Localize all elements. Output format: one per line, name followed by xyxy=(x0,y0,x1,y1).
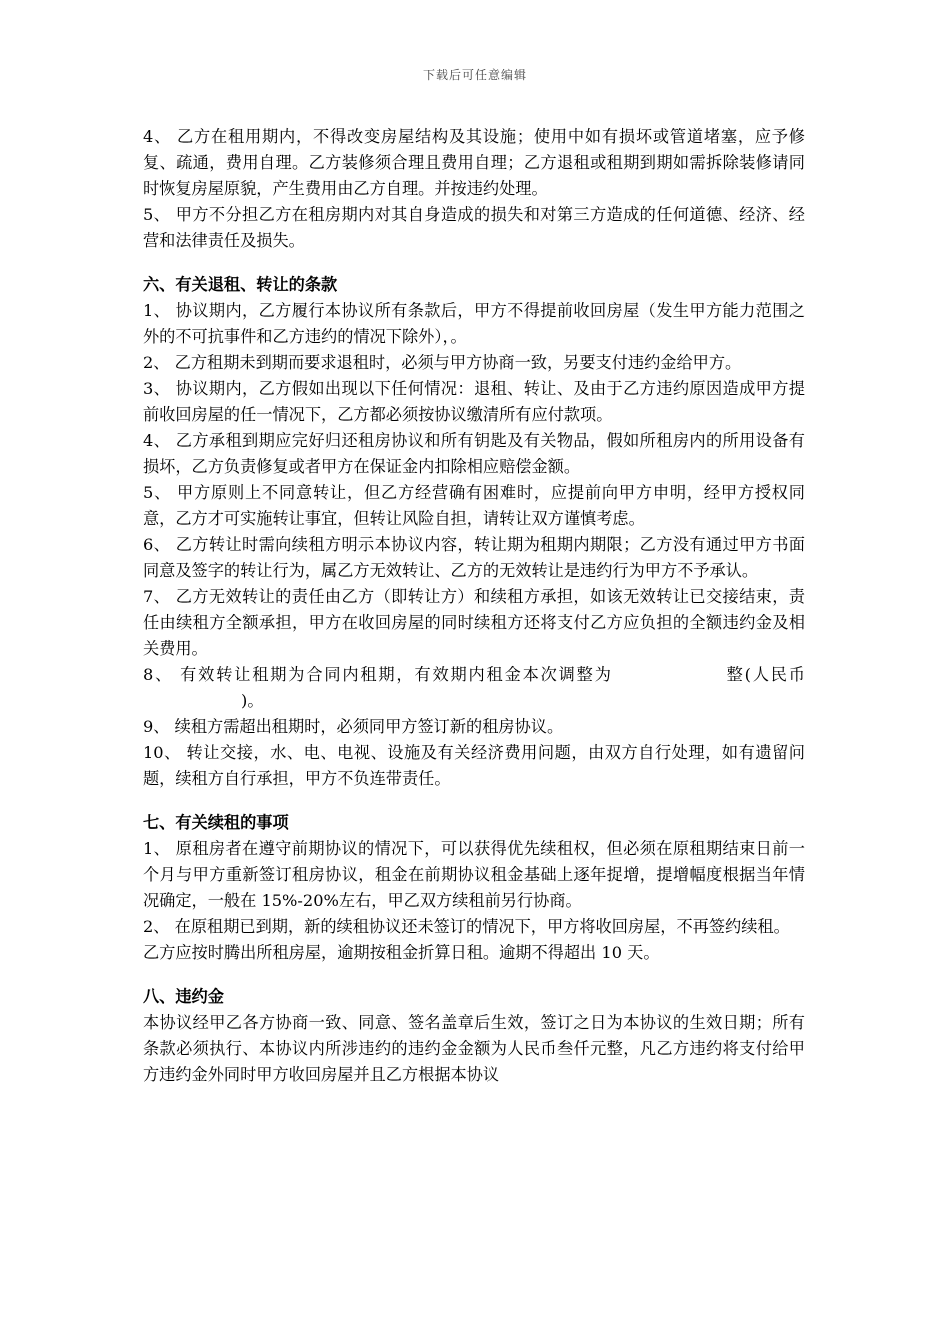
clause-4: 4、 乙方在租用期内，不得改变房屋结构及其设施；使用中如有损坏或管道堵塞，应予修复、疏通，费用自理。乙方装修须合理且费用自理；乙方退租或租期到期如需拆除装修请同时恢复房屋原貌，产生费用由乙方自理。并按违约处理。 xyxy=(143,127,805,198)
section-6-item-3: 3、 协议期内，乙方假如出现以下任何情况：退租、转让、及由于乙方违约原因造成甲方提前收回房屋的任一情况下，乙方都必须按协议缴清所有应付款项。 xyxy=(143,379,805,424)
spacer xyxy=(143,254,805,272)
section-6-item-5: 5、 甲方原则上不同意转让，但乙方经营确有困难时，应提前向甲方申明，经甲方授权同意，乙方才可实施转让事宜，但转让风险自担，请转让双方谨慎考虑。 xyxy=(143,483,805,528)
section-7-note: 乙方应按时腾出所租房屋，逾期按租金折算日租。逾期不得超出 10 天。 xyxy=(143,943,660,962)
section-6-item-4: 4、 乙方承租到期应完好归还租房协议和所有钥匙及有关物品，假如所租房内的所用设备有损坏，乙方负责修复或者甲方在保证金内扣除相应赔偿金额。 xyxy=(143,431,805,476)
section-6-item-8-text-b: 整(人民币 xyxy=(724,665,805,684)
section-6-item-8 xyxy=(143,662,805,714)
spacer xyxy=(143,966,805,984)
spacer xyxy=(143,792,805,810)
section-6-item-10: 10、 转让交接，水、电、电视、设施及有关经济费用问题，由双方自行处理，如有遗留问题，续租方自行承担，甲方不负连带责任。 xyxy=(143,743,805,788)
section-6-item-8-text-a: 8、 有效转让租期为合同内租期，有效期内租金本次调整为 xyxy=(143,665,613,684)
section-6-item-8-text-c: )。 xyxy=(241,691,264,710)
section-8-body: 本协议经甲乙各方协商一致、同意、签名盖章后生效，签订之日为本协议的生效日期；所有条款必须执行、本协议内所涉违约的违约金金额为人民币叁仟元整，凡乙方违约将支付给甲方违约金外同时甲方收回房屋并且乙方根据本协议 xyxy=(143,1013,805,1084)
page-header: 下载后可任意编辑 xyxy=(422,68,527,82)
section-6-title: 六、有关退租、转让的条款 xyxy=(143,275,338,294)
section-7-title: 七、有关续租的事项 xyxy=(143,813,289,832)
section-8-title: 八、违约金 xyxy=(143,987,224,1006)
section-6-item-2: 2、 乙方租期未到期而要求退租时，必须与甲方协商一致，另要支付违约金给甲方。 xyxy=(143,353,742,372)
section-6-item-7: 7、 乙方无效转让的责任由乙方（即转让方）和续租方承担，如该无效转让已交接结束，责任由续租方全额承担，甲方在收回房屋的同时续租方还将支付乙方应负担的全额违约金及相关费用。 xyxy=(143,587,805,658)
clause-5: 5、 甲方不分担乙方在租房期内对其自身造成的损失和对第三方造成的任何道德、经济、经营和法律责任及损失。 xyxy=(143,205,805,250)
section-7-item-1: 1、 原租房者在遵守前期协议的情况下，可以获得优先续租权，但必须在原租期结束日前一个月与甲方重新签订租房协议，租金在前期协议租金基础上逐年捉增，提增幅度根据当年情况确定，一般在 15%-20%左右，甲乙双方续租前另行协商。 xyxy=(143,839,805,910)
document-body xyxy=(143,124,805,1088)
section-6-item-1: 1、 协议期内，乙方履行本协议所有条款后，甲方不得提前收回房屋（发生甲方能力范围之外的不可抗事件和乙方违约的情况下除外），。 xyxy=(143,301,805,346)
section-6-item-6: 6、 乙方转让时需向续租方明示本协议内容，转让期为租期内期限；乙方没有通过甲方书面同意及签字的转让行为，属乙方无效转让、乙方的无效转让是违约行为甲方不予承认。 xyxy=(143,535,805,580)
section-7-item-2: 2、 在原租期已到期，新的续租协议还未签订的情况下，甲方将收回房屋，不再签约续租。 xyxy=(143,917,790,936)
section-6-item-9: 9、 续租方需超出租期时，必须同甲方签订新的租房协议。 xyxy=(143,717,564,736)
